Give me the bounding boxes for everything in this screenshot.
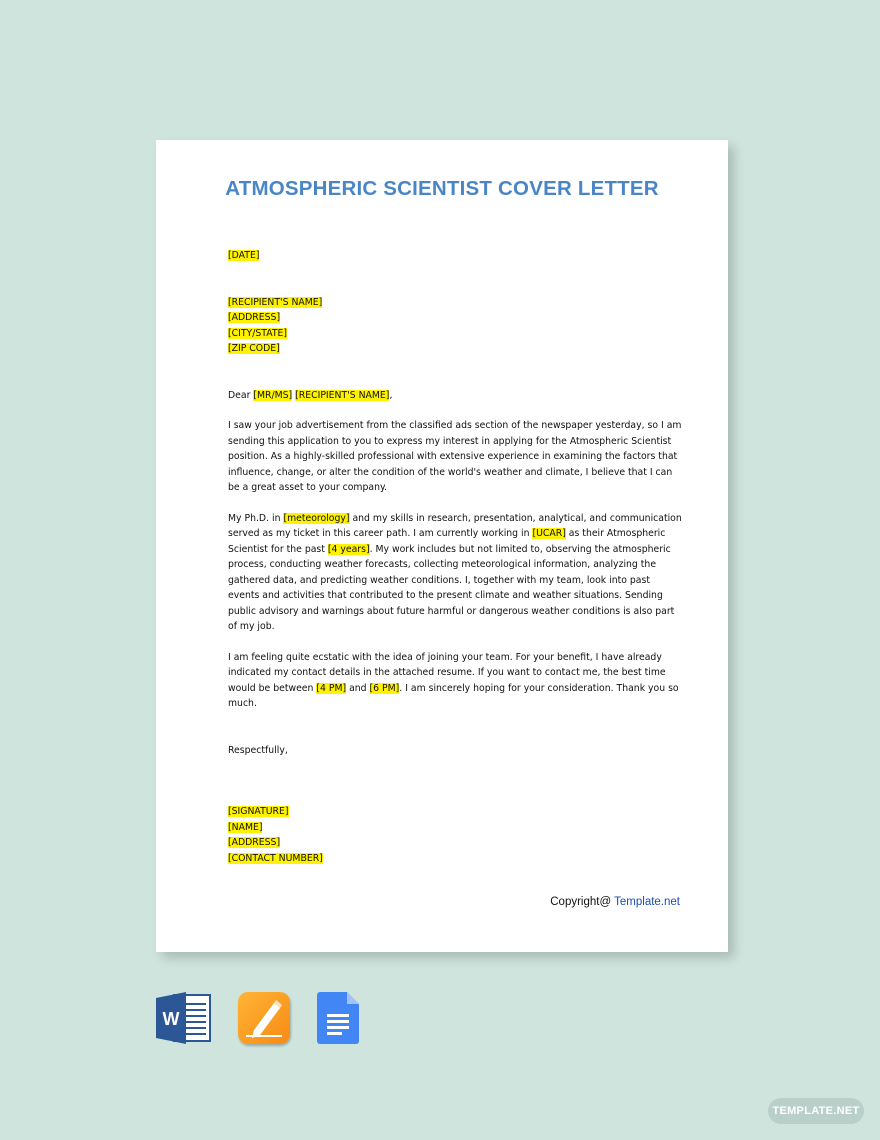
word-icon-letter: W (162, 1009, 180, 1029)
date-line (228, 248, 684, 264)
paragraph-2 (228, 511, 684, 635)
copyright (550, 896, 680, 908)
letter-page (156, 140, 728, 952)
time-to-placeholder: [6 PM] (369, 682, 400, 694)
paragraph-1: I saw your job advertisement from the classified ads section of the newspaper yesterday, so I am sending this application to you to express my interest in applying for the Atmospheric Scientist position. As a highly-skilled professional with extensive experience in examining the factors that influence, change, or alter the condition of the world's weather and climate, I believe that I can be a great asset to your company. (228, 420, 682, 493)
app-icons (156, 992, 366, 1048)
paragraph-3 (228, 650, 684, 712)
p2-text-1: My Ph.D. in (228, 512, 284, 524)
date-placeholder: [DATE] (228, 250, 260, 261)
recipient-city-state: [CITY/STATE] (228, 327, 288, 339)
letter-body (228, 248, 684, 866)
p3-text-3: . I am sincerely hoping for your consideration. Thank you so much. (228, 682, 679, 709)
field-placeholder: [meteorology] (283, 512, 350, 524)
copyright-label: Copyright@ (550, 896, 615, 908)
salutation (228, 388, 684, 404)
google-docs-icon[interactable] (317, 992, 359, 1044)
time-from-placeholder: [4 PM] (316, 682, 347, 694)
salutation-name: [RECIPIENT'S NAME] (295, 389, 390, 401)
closing: Respectfully, (228, 744, 288, 756)
company-placeholder: [UCAR] (532, 528, 566, 539)
p3-text-1: I am feeling quite ecstatic with the idea of joining your team. For your benefit, I have already indicated my contact details in the attached resume. If you want to contact me, the best time would be between (228, 651, 666, 694)
p2-text-3: as their Atmospheric Scientist for the past (228, 528, 666, 555)
pages-icon[interactable] (238, 992, 290, 1044)
sender-address: [ADDRESS] (228, 837, 281, 848)
p2-text-4: . My work includes but not limited to, observing the atmospheric process, conducting weather forecasts, collecting meteorological information, analyzing the gathered data, and predicting weather conditions. I, together with my team, look into past events and activities that contributed to the present climate and weather situations. Sending public advisory and warnings about future harmful or dangerous weather conditions is also part of my job. (228, 543, 675, 632)
sender-name: [NAME] (228, 821, 263, 833)
recipient-address: [ADDRESS] (228, 312, 281, 323)
recipient-name: [RECIPIENT'S NAME] (228, 296, 323, 308)
page-title: ATMOSPHERIC SCIENTIST COVER LETTER (225, 177, 659, 200)
p2-text-2: and my skills in research, presentation, analytical, and communication served as my ticket in this career path. I am currently working in (228, 512, 682, 539)
signature-block (228, 804, 684, 866)
recipient-zip: [ZIP CODE] (228, 343, 280, 354)
sender-contact: [CONTACT NUMBER] (228, 852, 323, 864)
word-icon[interactable] (156, 992, 212, 1044)
years-placeholder: [4 years] (327, 543, 370, 555)
recipient-block (228, 295, 684, 357)
salutation-suffix: , (389, 389, 393, 401)
p3-text-2: and (346, 682, 370, 694)
copyright-link[interactable]: Template.net (614, 896, 680, 908)
salutation-title: [MR/MS] (253, 389, 293, 401)
signature-placeholder: [SIGNATURE] (228, 806, 289, 817)
salutation-prefix: Dear (228, 389, 254, 401)
template-watermark-badge: TEMPLATE.NET (768, 1098, 864, 1124)
